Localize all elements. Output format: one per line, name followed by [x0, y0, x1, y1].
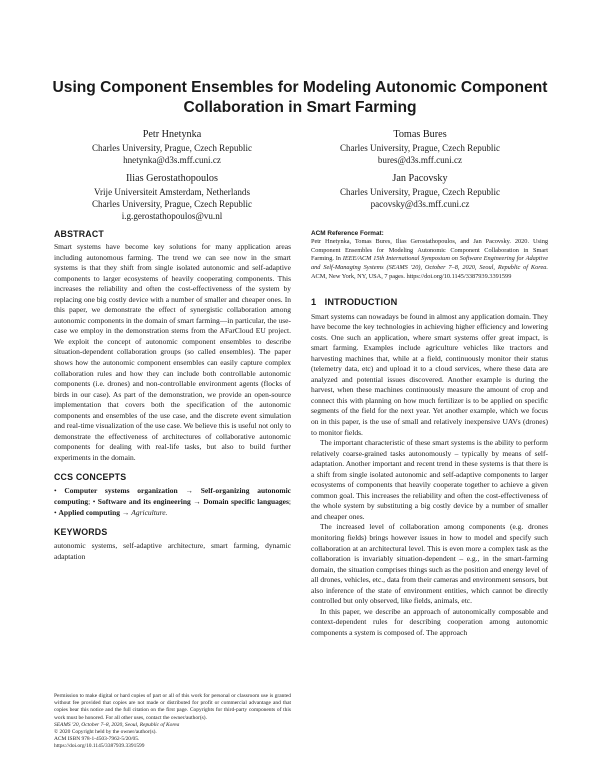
author-email: hnetynka@d3s.mff.cuni.cz: [123, 154, 221, 165]
doi-link[interactable]: https://doi.org/10.1145/3387939.3391599: [54, 743, 145, 750]
permission-footnote: [54, 693, 291, 751]
keywords-text: autonomic systems, self-adaptive architecture, smart farming, dynamic adaptation: [54, 541, 291, 561]
author-block-3: [62, 172, 282, 222]
conference-name: SEAMS '20, October 7–8, 2020, Seoul, Republic of Korea: [54, 721, 180, 728]
author-affiliation: Charles University, Prague, Czech Republic: [339, 186, 501, 197]
acm-reference-venue: IEEE/ACM 15th International Symposium on Software Engineering for Adaptive and Self-Managing Systems (SEAMS '20), October 7–8, 2020, Seoul, Republic of Korea.: [311, 255, 548, 272]
paper-title: Using Component Ensembles for Modeling Autonomic Component Collaboration in Smart Farming: [52, 79, 548, 116]
author-affiliation: Charles University, Prague, Czech Republic: [91, 142, 253, 153]
ccs-term: Applied computing: [58, 507, 120, 517]
ccs-heading: CCS CONCEPTS: [54, 472, 127, 483]
author-email: i.g.gerostathopoulos@vu.nl: [121, 211, 223, 222]
author-email: bures@d3s.mff.cuni.cz: [377, 154, 463, 165]
conference-info: [54, 722, 291, 729]
acm-reference-publisher: ACM, New York, NY, USA, 7 pages. https://doi.org/10.1145/3387939.3391599: [311, 272, 512, 280]
ccs-separator: ;: [88, 497, 93, 507]
ccs-arrow: →: [120, 507, 132, 517]
author-name: Petr Hnetynka: [142, 129, 202, 140]
ccs-term: Domain specific languages: [203, 497, 289, 507]
author-affiliation: Vrije Universiteit Amsterdam, Netherlands: [93, 186, 251, 197]
keywords-heading: KEYWORDS: [54, 527, 108, 538]
acm-reference-heading: ACM Reference Format:: [311, 230, 384, 237]
permission-text: Permission to make digital or hard copies of part or all of this work for personal or classroom use is granted without fee provided that copies are not made or distributed for profit or commercial advantage and that copies bear this notice and the full citation on the first page. Copyrights for third-party components of this work must be honored. For all other uses, contact the owner/author(s).: [54, 693, 291, 721]
intro-paragraph-4: In this paper, we describe an approach of autonomically composable and context-dependent rules for describing cooperation among autonomic components a system is composed of. The approach: [311, 606, 548, 637]
author-name: Tomas Bures: [393, 129, 447, 140]
ccs-separator: ;: [288, 497, 291, 507]
ccs-arrow: →: [190, 497, 204, 507]
author-block-1: [62, 128, 282, 166]
author-affiliation-secondary: Charles University, Prague, Czech Republic: [91, 198, 253, 209]
author-name: Ilias Gerostathopoulos: [126, 173, 218, 184]
author-email: pacovsky@d3s.mff.cuni.cz: [370, 198, 470, 209]
author-name: Jan Pacovsky: [392, 173, 448, 184]
abstract-heading: ABSTRACT: [54, 229, 104, 239]
ccs-term: Self-organizing autonomic computing: [54, 486, 291, 507]
ccs-arrow: →: [177, 486, 201, 496]
intro-paragraph-3: The increased level of collaboration among components (e.g. drones monitoring fields) brings however issues in how to model and specify such collaboration at an architectural level. This is even more a complex task as the collaboration is invariably situation-dependent – e.g., in the smart-farming domain, the situation comprises things such as the position and energy level of all drones, vehicles, etc., data from their cameras and environment sensors, but also inference of the state of environment entities, which cannot be directly controlled but only observed, like fields, animals, etc.: [311, 522, 548, 606]
ccs-term: Software and its engineering: [97, 497, 191, 507]
author-affiliation: Charles University, Prague, Czech Republic: [339, 142, 501, 153]
acm-reference-authors: Petr Hnetynka, Tomas Bures, Ilias Gerostathopoulos, and Jan Pacovsky. 2020. Using Component Ensembles for Modeling Autonomic Component Collaboration in Smart Farming. In: [311, 238, 548, 263]
ccs-term: Agriculture.: [131, 507, 168, 517]
right-column: [311, 229, 548, 638]
ccs-concepts: • Computer systems organization → Self-organizing autonomic computing; • Software and its engineering → Domain specific languages; • Applied computing → Agriculture.: [54, 486, 291, 517]
acm-reference-text: [311, 238, 548, 282]
ccs-term: Computer systems organization: [64, 486, 178, 496]
section-title: INTRODUCTION: [324, 296, 398, 307]
left-column: [54, 229, 291, 562]
intro-paragraph-2: The important characteristic of these smart systems is the ability to perform relatively coarse-grained tasks autonomously – typically by means of self-adaptation. Another important and recent trend in these systems is that there is a shift from single isolated autonomic and self-adaptive components to larger ecosystems of components that heavily cooperate together to achieve a given common goal. This increases the reliability and often the cost-effectiveness of the whole system by substituting a big costly device by a number of smaller and cheaper ones.: [311, 438, 548, 521]
abstract-text: Smart systems have become key solutions for many application areas including autonomous farming. The trend we can see now in the smart systems is that they shift from single isolated autonomic and self-adaptive components to larger ecosystems of heavily cooperating components. This increases the reliability and often the cost-effectiveness of the system by replacing one big costly device with a number of smaller and cheaper ones. In this paper, we demonstrate the effect of synergistic collaboration among autonomic components in the domain of smart farming—in particular, the use-case we employ in the demonstration stems from the AFarCloud EU project. We exploit the concept of autonomic component ensembles to describe situation-dependent collaboration groups (so called ensembles). The paper shows how the autonomic component ensembles can easily capture complex collaboration rules and how they can include both controllable autonomic components (i.e. drones) and non-controllable environment agents (flocks of birds in our case). As part of the demonstration, we provide an open-source implementation that covers both the specification of the autonomic components and ensembles of the use case, and the discrete event simulation and real-time visualization of the use case. We believe this is useful not only to demonstrate the effectiveness of architectures of collaborative autonomic components for dealing with real-life tasks, but also to build further experiments in the domain.: [54, 242, 291, 462]
author-block-4: [310, 172, 530, 210]
isbn-info: ACM ISBN 978-1-4503-7962-5/20/05.: [54, 736, 140, 743]
author-block-2: [310, 128, 530, 166]
intro-paragraph-1: Smart systems can nowadays be found in almost any application domain. They have become the key technologies in achieving higher efficiency and lowering costs. One such an application, where smart systems offer great impact, is smart farming. Examples include agriculture vehicles like tractors and harvesting machines that, while at a field, continuously monitor their status (telemetry data, etc) and upload it to a cloud services, where these data are analyzed and potential issues discovered. Another example is during the harvest, when these machines continuously measure the amount of crop and connect this with planning on how much fertilizer is to be applied on specific segments of the field for the next year. Yet another example, which we focus on in this paper, is the use of small and relatively inexpensive UAVs (drones) to monitor fields.: [311, 311, 548, 437]
copyright-notice: © 2020 Copyright held by the owner/author(s).: [54, 729, 157, 736]
section-number: 1: [311, 296, 317, 307]
introduction-heading: [311, 297, 548, 308]
